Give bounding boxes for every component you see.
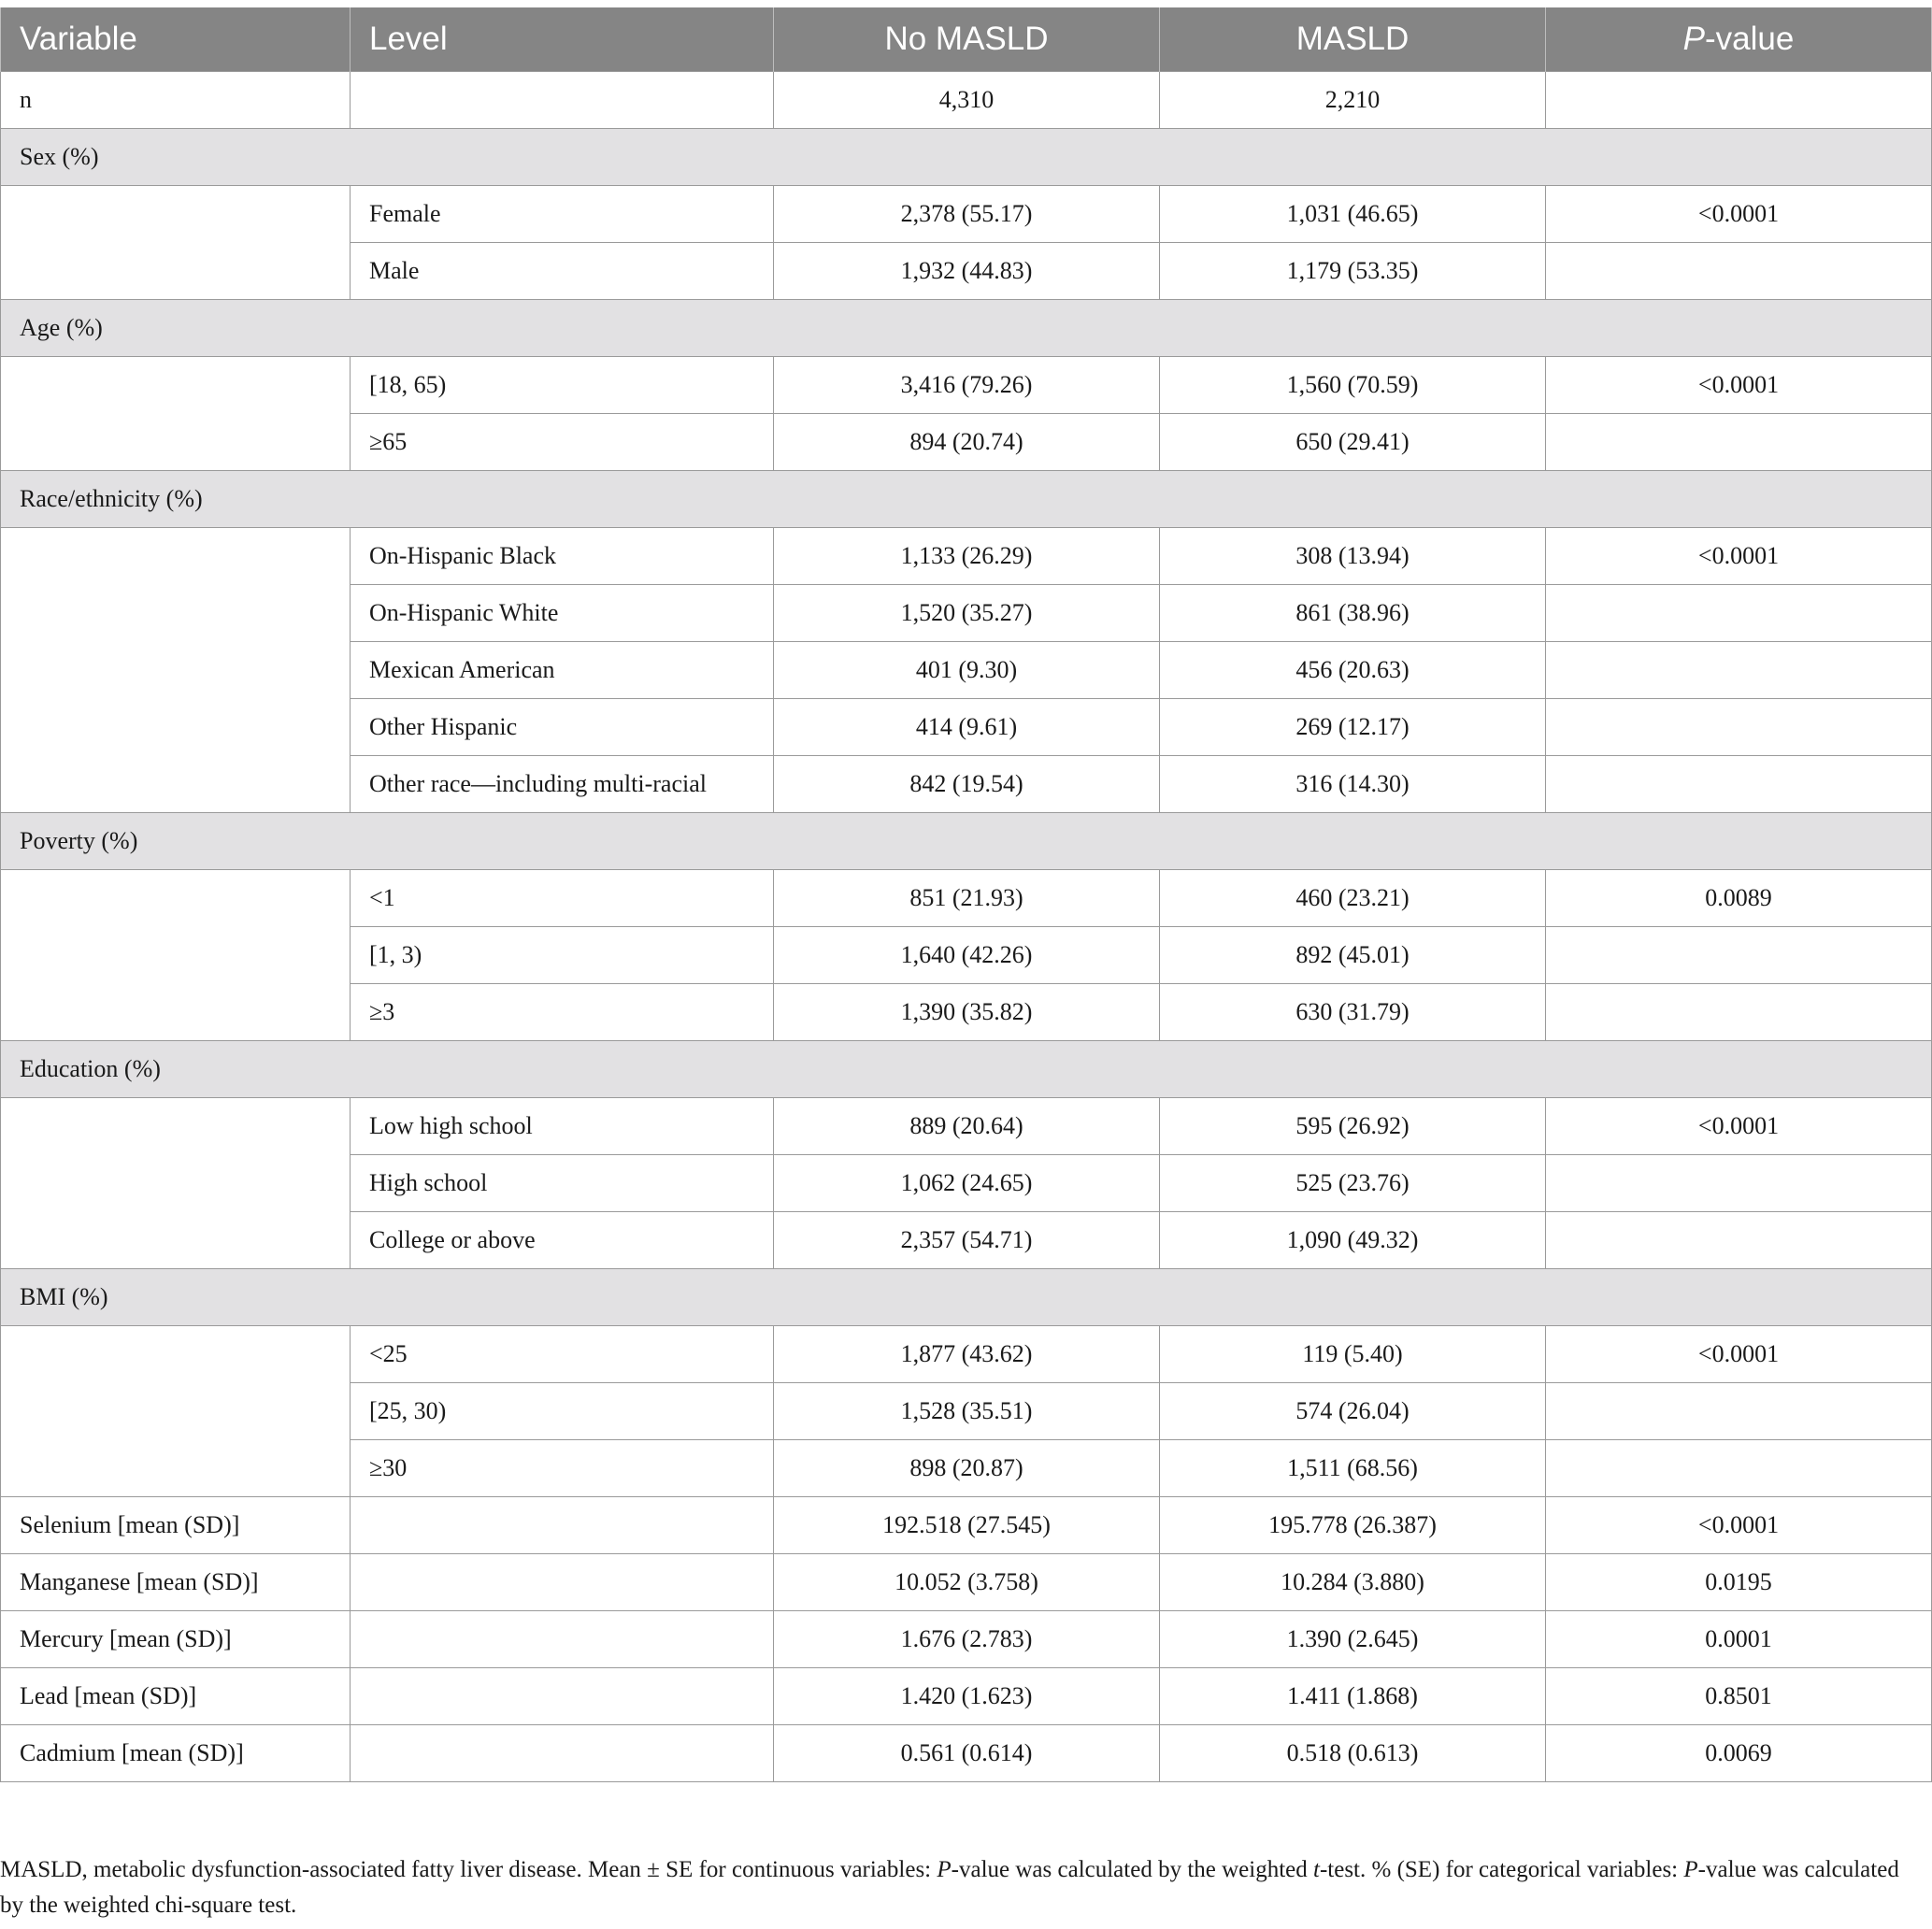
cell-level: [18, 65) xyxy=(351,357,774,414)
section-label: Poverty (%) xyxy=(1,813,1932,870)
table-row xyxy=(1,1326,1932,1383)
table-row xyxy=(1,1098,1932,1155)
header-row xyxy=(1,7,1932,72)
footnote-part2: -value was calculated by the weighted xyxy=(951,1857,1313,1882)
cell-level xyxy=(351,1611,774,1668)
cell-p-value xyxy=(1546,1383,1932,1440)
cell-no-masld: 2,378 (55.17) xyxy=(774,186,1160,243)
cell-p-value: <0.0001 xyxy=(1546,1497,1932,1554)
cell-masld: 650 (29.41) xyxy=(1160,414,1546,471)
cell-level: On-Hispanic Black xyxy=(351,528,774,585)
cell-level xyxy=(351,1668,774,1725)
cell-level: High school xyxy=(351,1155,774,1212)
cell-level: ≥65 xyxy=(351,414,774,471)
cell-p-value: <0.0001 xyxy=(1546,1098,1932,1155)
cell-p-value xyxy=(1546,756,1932,813)
table-footnote xyxy=(0,1852,1916,1923)
cell-masld: 0.518 (0.613) xyxy=(1160,1725,1546,1782)
cell-variable-blank xyxy=(1,870,351,1041)
cell-masld: 1,179 (53.35) xyxy=(1160,243,1546,300)
cell-no-masld: 1.676 (2.783) xyxy=(774,1611,1160,1668)
cell-variable: n xyxy=(1,72,351,129)
cell-masld: 2,210 xyxy=(1160,72,1546,129)
cell-p-value: <0.0001 xyxy=(1546,1326,1932,1383)
table-container xyxy=(0,7,1932,1782)
cell-level: Other race—including multi-racial xyxy=(351,756,774,813)
cell-masld: 1,090 (49.32) xyxy=(1160,1212,1546,1269)
cell-p-value: 0.0069 xyxy=(1546,1725,1932,1782)
cell-p-value: 0.8501 xyxy=(1546,1668,1932,1725)
cell-variable: Lead [mean (SD)] xyxy=(1,1668,351,1725)
cell-p-value xyxy=(1546,1212,1932,1269)
cell-level: Mexican American xyxy=(351,642,774,699)
table-row-n xyxy=(1,72,1932,129)
section-row-sex xyxy=(1,129,1932,186)
cell-no-masld: 1,133 (26.29) xyxy=(774,528,1160,585)
cell-level xyxy=(351,1554,774,1611)
cell-level xyxy=(351,1725,774,1782)
table-row xyxy=(1,870,1932,927)
cell-masld: 119 (5.40) xyxy=(1160,1326,1546,1383)
cell-no-masld: 1,528 (35.51) xyxy=(774,1383,1160,1440)
cell-masld: 861 (38.96) xyxy=(1160,585,1546,642)
header-p-italic: P xyxy=(1682,21,1706,57)
section-label: Sex (%) xyxy=(1,129,1932,186)
cell-variable: Mercury [mean (SD)] xyxy=(1,1611,351,1668)
cell-p-value xyxy=(1546,1155,1932,1212)
cell-no-masld: 1.420 (1.623) xyxy=(774,1668,1160,1725)
cell-masld: 195.778 (26.387) xyxy=(1160,1497,1546,1554)
cell-no-masld: 192.518 (27.545) xyxy=(774,1497,1160,1554)
cell-masld: 10.284 (3.880) xyxy=(1160,1554,1546,1611)
footnote-part1: MASLD, metabolic dysfunction-associated fatty liver disease. Mean ± SE for continuous variables: xyxy=(0,1857,937,1882)
section-row-poverty xyxy=(1,813,1932,870)
cell-masld: 1.390 (2.645) xyxy=(1160,1611,1546,1668)
section-row-education xyxy=(1,1041,1932,1098)
table-row-lead xyxy=(1,1668,1932,1725)
cell-variable-blank xyxy=(1,357,351,471)
cell-no-masld: 889 (20.64) xyxy=(774,1098,1160,1155)
table-row xyxy=(1,186,1932,243)
cell-no-masld: 2,357 (54.71) xyxy=(774,1212,1160,1269)
section-row-race xyxy=(1,471,1932,528)
cell-masld: 460 (23.21) xyxy=(1160,870,1546,927)
cell-p-value: <0.0001 xyxy=(1546,528,1932,585)
cell-no-masld: 842 (19.54) xyxy=(774,756,1160,813)
cell-level: [25, 30) xyxy=(351,1383,774,1440)
cell-no-masld: 1,520 (35.27) xyxy=(774,585,1160,642)
footnote-t: t xyxy=(1313,1857,1320,1882)
cell-masld: 892 (45.01) xyxy=(1160,927,1546,984)
cell-no-masld: 414 (9.61) xyxy=(774,699,1160,756)
cell-no-masld: 851 (21.93) xyxy=(774,870,1160,927)
cell-p-value xyxy=(1546,984,1932,1041)
cell-level: <25 xyxy=(351,1326,774,1383)
header-level: Level xyxy=(351,7,774,72)
cell-variable-blank xyxy=(1,1326,351,1497)
cell-no-masld: 1,390 (35.82) xyxy=(774,984,1160,1041)
cell-p-value xyxy=(1546,927,1932,984)
footnote-p2: P xyxy=(1683,1857,1698,1882)
header-p-value xyxy=(1546,7,1932,72)
table-row-cadmium xyxy=(1,1725,1932,1782)
cell-masld: 269 (12.17) xyxy=(1160,699,1546,756)
section-label: Age (%) xyxy=(1,300,1932,357)
cell-level: College or above xyxy=(351,1212,774,1269)
cell-masld: 574 (26.04) xyxy=(1160,1383,1546,1440)
cell-p-value xyxy=(1546,585,1932,642)
cell-no-masld: 3,416 (79.26) xyxy=(774,357,1160,414)
section-label: Race/ethnicity (%) xyxy=(1,471,1932,528)
cell-no-masld: 4,310 xyxy=(774,72,1160,129)
cell-p-value: 0.0089 xyxy=(1546,870,1932,927)
cell-masld: 595 (26.92) xyxy=(1160,1098,1546,1155)
footnote-p1: P xyxy=(937,1857,952,1882)
cell-level: [1, 3) xyxy=(351,927,774,984)
header-variable: Variable xyxy=(1,7,351,72)
cell-p-value xyxy=(1546,1440,1932,1497)
section-label: BMI (%) xyxy=(1,1269,1932,1326)
cell-p-value: 0.0195 xyxy=(1546,1554,1932,1611)
cell-variable: Selenium [mean (SD)] xyxy=(1,1497,351,1554)
cell-p-value xyxy=(1546,642,1932,699)
cell-masld: 316 (14.30) xyxy=(1160,756,1546,813)
cell-p-value: <0.0001 xyxy=(1546,186,1932,243)
cell-masld: 308 (13.94) xyxy=(1160,528,1546,585)
header-masld: MASLD xyxy=(1160,7,1546,72)
cell-masld: 1,511 (68.56) xyxy=(1160,1440,1546,1497)
cell-level: Male xyxy=(351,243,774,300)
cell-variable-blank xyxy=(1,1098,351,1269)
cell-masld: 456 (20.63) xyxy=(1160,642,1546,699)
cell-masld: 525 (23.76) xyxy=(1160,1155,1546,1212)
cell-level: <1 xyxy=(351,870,774,927)
cell-masld: 1,560 (70.59) xyxy=(1160,357,1546,414)
section-row-age xyxy=(1,300,1932,357)
cell-no-masld: 1,932 (44.83) xyxy=(774,243,1160,300)
cell-no-masld: 1,877 (43.62) xyxy=(774,1326,1160,1383)
cell-level: Other Hispanic xyxy=(351,699,774,756)
cell-level: Low high school xyxy=(351,1098,774,1155)
cell-masld: 1.411 (1.868) xyxy=(1160,1668,1546,1725)
cell-no-masld: 894 (20.74) xyxy=(774,414,1160,471)
cell-p-value xyxy=(1546,699,1932,756)
table-row-manganese xyxy=(1,1554,1932,1611)
cell-no-masld: 401 (9.30) xyxy=(774,642,1160,699)
cell-masld: 1,031 (46.65) xyxy=(1160,186,1546,243)
table-row xyxy=(1,528,1932,585)
cell-p-value: <0.0001 xyxy=(1546,357,1932,414)
cell-p-value xyxy=(1546,414,1932,471)
table-row-selenium xyxy=(1,1497,1932,1554)
cell-variable-blank xyxy=(1,528,351,813)
cell-level: Female xyxy=(351,186,774,243)
cell-variable: Cadmium [mean (SD)] xyxy=(1,1725,351,1782)
cell-level: ≥30 xyxy=(351,1440,774,1497)
header-no-masld: No MASLD xyxy=(774,7,1160,72)
cell-no-masld: 0.561 (0.614) xyxy=(774,1725,1160,1782)
cell-no-masld: 1,640 (42.26) xyxy=(774,927,1160,984)
footnote-part4: -value was calculated by the weighted chi-square test. xyxy=(0,1857,1899,1918)
cell-no-masld: 1,062 (24.65) xyxy=(774,1155,1160,1212)
cell-level xyxy=(351,72,774,129)
footnote-part3: -test. % (SE) for categorical variables: xyxy=(1319,1857,1684,1882)
table-row xyxy=(1,357,1932,414)
cell-no-masld: 898 (20.87) xyxy=(774,1440,1160,1497)
cell-no-masld: 10.052 (3.758) xyxy=(774,1554,1160,1611)
header-p-rest: -value xyxy=(1705,21,1795,57)
cell-level xyxy=(351,1497,774,1554)
section-label: Education (%) xyxy=(1,1041,1932,1098)
cell-masld: 630 (31.79) xyxy=(1160,984,1546,1041)
cell-level: ≥3 xyxy=(351,984,774,1041)
cell-level: On-Hispanic White xyxy=(351,585,774,642)
cell-p-value xyxy=(1546,72,1932,129)
cell-variable: Manganese [mean (SD)] xyxy=(1,1554,351,1611)
table-row-mercury xyxy=(1,1611,1932,1668)
characteristics-table xyxy=(0,7,1932,1782)
cell-variable-blank xyxy=(1,186,351,300)
section-row-bmi xyxy=(1,1269,1932,1326)
cell-p-value xyxy=(1546,243,1932,300)
cell-p-value: 0.0001 xyxy=(1546,1611,1932,1668)
